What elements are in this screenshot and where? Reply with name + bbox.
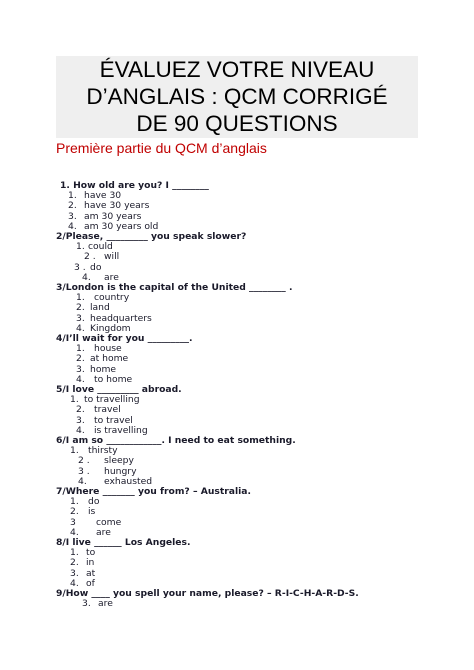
option-text: hungry — [104, 465, 137, 477]
option-number: 2. — [76, 353, 85, 365]
option-text: country — [94, 292, 130, 304]
option-number: 1. — [70, 496, 79, 508]
option-number: 4. — [76, 424, 85, 436]
option-text: to — [86, 547, 96, 559]
option-text: headquarters — [90, 312, 152, 324]
option-text: am 30 years old — [84, 220, 159, 232]
option-number: 3. — [76, 363, 85, 375]
option-number: 3. — [82, 598, 91, 610]
option-text: thirsty — [88, 445, 118, 457]
option-number: 4. — [70, 526, 79, 538]
question-4: 4/I’ll wait for you _________. — [56, 333, 193, 344]
option-text: at — [86, 567, 96, 579]
option-text: will — [104, 251, 120, 263]
option-text: are — [104, 271, 119, 283]
question-7: 7/Where _______ you from? – Australia. — [56, 486, 251, 497]
option-number: 4. — [68, 220, 77, 232]
option-number: 4. — [76, 373, 85, 385]
option-text: do — [90, 261, 102, 273]
option-text: to home — [94, 373, 133, 385]
option-text: is travelling — [94, 424, 148, 436]
option-number: 4. — [82, 271, 91, 283]
option-number: 3 . — [78, 465, 90, 477]
option-number: 1. — [70, 547, 79, 559]
option-text: at home — [90, 353, 129, 365]
page-title — [56, 56, 418, 137]
option-number: 3. — [68, 210, 77, 222]
option-number: 1. — [68, 190, 77, 202]
option-number: 4. — [70, 577, 79, 589]
question-8: 8/I live ______ Los Angeles. — [56, 537, 191, 548]
option-number: 1. — [76, 241, 85, 253]
option-text: are — [96, 526, 111, 538]
option-number: 2. — [70, 506, 79, 518]
option-text: exhausted — [104, 475, 153, 487]
title-line-1: ÉVALUEZ VOTRE NIVEAU — [99, 57, 375, 82]
option-number: 2. — [76, 302, 85, 314]
question-2: 2/Please, _________ you speak slower? — [56, 231, 247, 242]
option-number: 3. — [76, 312, 85, 324]
option-number: 2 . — [84, 251, 96, 263]
option-text: of — [86, 577, 95, 589]
option-number: 3 . — [74, 261, 86, 273]
option-number: 4. — [76, 322, 85, 334]
title-line-3: DE 90 QUESTIONS — [136, 111, 338, 136]
option-text: is — [88, 506, 96, 518]
option-text: have 30 — [84, 190, 122, 202]
option-number: 2. — [70, 557, 79, 569]
option-number: 1. — [70, 445, 79, 457]
title-line-2: D’ANGLAIS : QCM CORRIGÉ — [86, 84, 388, 109]
option-text: are — [98, 598, 113, 610]
option-number: 1. — [70, 394, 79, 406]
option-text: am 30 years — [84, 210, 142, 222]
option-number: 3 — [70, 516, 76, 528]
option-number: 1. — [76, 343, 85, 355]
question-1: 1. How old are you? I ________ — [60, 180, 209, 191]
question-3: 3/London is the capital of the United ________ . — [56, 282, 293, 293]
option-number: 3. — [70, 567, 79, 579]
option-text: sleepy — [104, 455, 134, 467]
question-6: 6/I am so ____________. I need to eat something. — [56, 435, 296, 446]
option-text: home — [90, 363, 117, 375]
option-text: have 30 years — [84, 200, 150, 212]
option-text: come — [96, 516, 122, 528]
option-text: could — [88, 241, 113, 253]
option-text: Kingdom — [90, 322, 131, 334]
option-number: 2. — [68, 200, 77, 212]
option-number: 3. — [76, 414, 85, 426]
option-text: travel — [94, 404, 121, 416]
option-text: to travel — [94, 414, 133, 426]
option-text: in — [86, 557, 95, 569]
option-number: 2 . — [78, 455, 90, 467]
option-number: 1. — [76, 292, 85, 304]
question-9: 9/How ____ you spell your name, please? – R-I-C-H-A-R-D-S. — [56, 588, 359, 599]
option-text: to travelling — [84, 394, 140, 406]
option-number: 2. — [76, 404, 85, 416]
section-subtitle: Première partie du QCM d’anglais — [56, 140, 267, 156]
question-5: 5/I love _________ abroad. — [56, 384, 182, 395]
option-number: 4. — [78, 475, 87, 487]
option-text: house — [94, 343, 122, 355]
option-text: land — [90, 302, 110, 314]
option-text: do — [88, 496, 100, 508]
